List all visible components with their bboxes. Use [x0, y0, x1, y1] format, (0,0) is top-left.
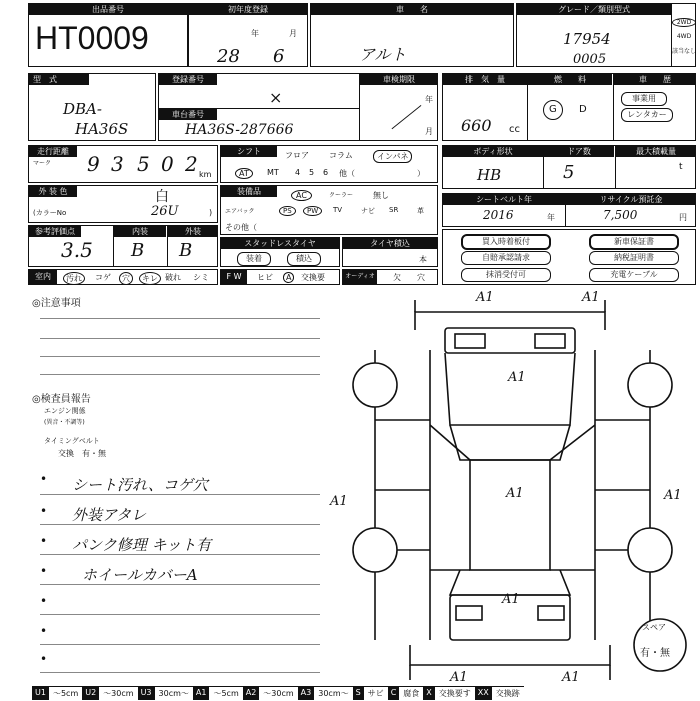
- shift-column: コラム: [329, 151, 353, 160]
- registration-month: 6: [273, 46, 285, 67]
- grade-code-2: 0005: [573, 52, 607, 67]
- note-line: [40, 614, 320, 615]
- recycle-value: 7,500: [603, 208, 638, 222]
- engine-label: エンジン関係: [44, 407, 86, 415]
- color-label: 外 装 色: [29, 186, 77, 197]
- type-label: 型 式: [29, 74, 89, 85]
- shift-floor: フロア: [285, 151, 309, 160]
- first-registration-label: 初年度登録: [189, 4, 307, 15]
- type-box: [28, 73, 156, 141]
- equip-airbag: エアバック: [225, 208, 255, 215]
- cond-stain: シミ: [193, 273, 209, 282]
- history-rental: レンタカー: [621, 108, 673, 122]
- cond-hole: 穴: [119, 272, 133, 285]
- equip-leather: 革: [417, 207, 424, 215]
- drive-2wd: 2WD: [672, 18, 696, 27]
- studless-box: [220, 237, 340, 267]
- note-line: [40, 356, 320, 357]
- doors-value: 5: [563, 162, 575, 183]
- tire-box: [342, 237, 438, 267]
- cond-cut: キレ: [139, 272, 161, 285]
- legend-key: X: [423, 686, 434, 700]
- legend-value: 30cm〜: [155, 686, 193, 700]
- regno-label: 登録番号: [159, 74, 217, 85]
- lot-number-label: 出品番号: [29, 4, 187, 15]
- legend-key: S: [353, 686, 364, 700]
- timing-label: タイミングベルト: [44, 437, 100, 445]
- remark-2: 外装アタレ: [72, 506, 146, 524]
- tire-unit: 本: [419, 255, 427, 264]
- shift-instrument-panel: インパネ: [373, 150, 412, 163]
- month-label: 月: [289, 29, 297, 38]
- legend-key: A1: [193, 686, 210, 700]
- damage-mark: A1: [562, 670, 580, 685]
- doors-label: ドア数: [544, 146, 614, 157]
- damage-mark: A1: [450, 670, 468, 685]
- model-box: [310, 3, 514, 67]
- bullet: •: [40, 472, 48, 486]
- inspection-year-label: 年: [425, 95, 433, 104]
- bullet: •: [40, 504, 48, 518]
- timing-options: 交換 有・無: [58, 449, 106, 458]
- type-code-2: HA36S: [75, 120, 129, 138]
- doc-insurance-claim: 自賠承認請求: [461, 251, 551, 265]
- equip-tv: TV: [333, 206, 343, 214]
- year-label: 年: [251, 29, 259, 38]
- doc-charging-cable: 充電ケーブル: [589, 268, 679, 282]
- doc-tax-certificate: 納税証明書: [589, 251, 679, 265]
- grade-label: グレード／類別型式: [517, 4, 671, 15]
- drive-4wd: 4WD: [676, 33, 692, 40]
- doc-cancellation: 抹消受付可: [461, 268, 551, 282]
- drive-none: 該当なし: [672, 48, 697, 55]
- seatbelt-recycle-box: [442, 193, 696, 227]
- recycle-unit: 円: [679, 213, 687, 222]
- regno-mark: ×: [269, 88, 283, 107]
- registration-year: 28: [217, 46, 240, 67]
- mileage-digit: 2: [185, 152, 198, 176]
- audio-label: オーディオ: [343, 270, 377, 284]
- shift-6: 6: [323, 168, 329, 177]
- body-box: [442, 145, 696, 189]
- equip-cooler: クーラー: [329, 192, 354, 199]
- audio-box: [342, 269, 438, 285]
- displacement-unit: cc: [509, 124, 520, 135]
- equip-sr: SR: [389, 206, 399, 214]
- inspector-heading: ◎検査員報告: [32, 394, 91, 405]
- model-name: アルト: [359, 45, 407, 64]
- mileage-digit: 0: [161, 152, 174, 176]
- seatbelt-unit: 年: [547, 213, 555, 222]
- cond-burn: コゲ: [95, 273, 111, 282]
- legend-value: 〜5cm: [209, 686, 242, 700]
- mileage-digit: 9: [87, 152, 100, 176]
- shift-other: 他（: [339, 169, 355, 178]
- audio-hole: 穴: [417, 273, 425, 282]
- doc-purchase-plate: 買入時着板付: [461, 234, 551, 250]
- shift-5: 5: [309, 168, 315, 177]
- inspection-month-label: 月: [425, 127, 433, 136]
- remark-4: ホイールカバーA: [82, 566, 198, 584]
- inspection-mark: ／: [391, 104, 418, 134]
- color-no-value: 26U: [151, 204, 179, 219]
- seatbelt-value: 2016: [483, 208, 514, 222]
- lot-number: HT0009: [35, 20, 149, 56]
- legend-key: A2: [243, 686, 260, 700]
- fw-crack: ヒビ: [257, 273, 273, 282]
- bullet: •: [40, 594, 48, 608]
- fuel-d: D: [579, 104, 587, 115]
- damage-mark: A1: [508, 370, 526, 385]
- drive-options: [671, 4, 696, 66]
- legend-value: 30cm〜: [314, 686, 352, 700]
- damage-mark: A1: [502, 592, 520, 607]
- recycle-label: リサイクル預託金: [566, 194, 696, 205]
- legend-key: A3: [298, 686, 315, 700]
- equip-navi: ナビ: [361, 207, 375, 215]
- equipment-label: 装備品: [221, 186, 277, 197]
- shift-mt: MT: [267, 168, 279, 177]
- fw-replace: 交換要: [301, 273, 325, 282]
- legend-key: U2: [82, 686, 99, 700]
- mileage-label: 走行距離: [29, 146, 77, 157]
- mileage-digit: 3: [111, 152, 124, 176]
- color-no-close: ): [209, 208, 213, 217]
- fw-a: A: [283, 272, 294, 283]
- exterior-grade-value: B: [179, 240, 193, 261]
- damage-legend: [32, 686, 524, 700]
- legend-key: U1: [32, 686, 49, 700]
- type-code-1: DBA-: [63, 100, 102, 118]
- studless-label: スタッドレスタイヤ: [221, 238, 339, 249]
- equip-other: その他（: [225, 223, 257, 232]
- model-label: 車 名: [311, 4, 513, 15]
- bullet: •: [40, 534, 48, 548]
- legend-value: 交換要す: [435, 686, 475, 700]
- caution-heading: ◎注意事項: [32, 298, 81, 309]
- equip-ac: AC: [291, 190, 312, 201]
- legend-value: 交換跡: [492, 686, 524, 700]
- displacement-value: 660: [461, 116, 492, 135]
- bullet: •: [40, 564, 48, 578]
- spare-label: スペア: [642, 623, 666, 632]
- chassis-number: HA36S-287666: [185, 122, 294, 138]
- damage-mark: A1: [330, 494, 348, 509]
- shift-label: シフト: [221, 146, 277, 157]
- registration-box: [158, 73, 438, 141]
- legend-value: 腐食: [399, 686, 423, 700]
- note-line: [40, 374, 320, 375]
- body-type-value: HB: [477, 166, 502, 184]
- inspection-label: 車検期限: [360, 74, 438, 85]
- body-type-label: ボディ形状: [443, 146, 543, 157]
- mileage-digit: 5: [137, 152, 150, 176]
- damage-mark: A1: [664, 488, 682, 503]
- grade-box: [516, 3, 696, 67]
- interior-condition-box: [28, 269, 218, 285]
- legend-value: サビ: [364, 686, 388, 700]
- seatbelt-label: シートベルト年: [443, 194, 565, 205]
- damage-mark: A1: [506, 486, 524, 501]
- doc-new-car-warranty: 新車保証書: [589, 234, 679, 250]
- tire-label: タイヤ積込: [343, 238, 437, 249]
- score-box: [28, 225, 218, 267]
- exterior-grade-label: 外装: [168, 226, 218, 237]
- documents-box: [442, 229, 696, 285]
- engine-box: [442, 73, 696, 141]
- equip-none: 無し: [373, 191, 389, 200]
- displacement-label: 排 気 量: [443, 74, 527, 85]
- score-value: 3.5: [61, 238, 93, 262]
- km-unit: km: [199, 170, 212, 179]
- remark-1: シート汚れ、コゲ穴: [72, 476, 208, 494]
- color-box: [28, 185, 218, 223]
- score-label: 参考評価点: [29, 226, 81, 237]
- chassis-label: 車台番号: [159, 109, 217, 120]
- shift-4: 4: [295, 168, 301, 177]
- capacity-unit: t: [679, 162, 683, 172]
- legend-value: 〜30cm: [259, 686, 297, 700]
- lot-number-box: [28, 3, 188, 67]
- bullet: •: [40, 624, 48, 638]
- legend-key: U3: [138, 686, 155, 700]
- note-line: [40, 338, 320, 339]
- color-no-label: (カラーNo: [33, 209, 67, 217]
- shift-box: [220, 145, 438, 183]
- grade-code-1: 17954: [563, 30, 611, 48]
- note-line: [40, 672, 320, 673]
- history-label: 車 歴: [614, 74, 696, 85]
- audio-missing: 欠: [393, 273, 401, 282]
- fuel-label: 燃 料: [528, 74, 612, 85]
- capacity-label: 最大積載量: [616, 146, 696, 157]
- damage-mark: A1: [476, 290, 494, 305]
- cond-dirty: 汚れ: [63, 272, 85, 285]
- fw-box: [220, 269, 340, 285]
- remark-3: パンク修理 キット有: [72, 536, 212, 554]
- cond-tear: 破れ: [165, 273, 181, 282]
- legend-value: 〜30cm: [99, 686, 137, 700]
- fw-label: F W: [221, 270, 247, 284]
- equipment-box: [220, 185, 438, 235]
- interior-grade-value: B: [131, 240, 145, 261]
- fuel-g: G: [549, 104, 557, 115]
- legend-key: C: [388, 686, 400, 700]
- shift-at: AT: [235, 168, 253, 179]
- first-registration-box: [188, 3, 308, 67]
- color-value: 白: [155, 189, 169, 205]
- legend-key: XX: [475, 686, 492, 700]
- engine-sub: (異音・不調等): [44, 419, 85, 426]
- history-business: 事業用: [621, 92, 667, 106]
- studless-loaded: 積込: [287, 252, 321, 266]
- interior-condition-label: 室内: [29, 270, 57, 284]
- spare-value: 有・無: [640, 648, 670, 659]
- meter-label: マーク: [33, 160, 52, 167]
- legend-value: 〜5cm: [49, 686, 82, 700]
- shift-other-close: ）: [417, 169, 425, 178]
- studless-mounted: 装着: [237, 252, 271, 266]
- equip-pw: PW: [303, 206, 322, 216]
- interior-grade-label: 内装: [114, 226, 166, 237]
- note-line: [40, 644, 320, 645]
- equip-ps: PS: [279, 206, 296, 216]
- damage-mark: A1: [582, 290, 600, 305]
- note-line: [40, 318, 320, 319]
- bullet: •: [40, 652, 48, 666]
- mileage-box: [28, 145, 218, 183]
